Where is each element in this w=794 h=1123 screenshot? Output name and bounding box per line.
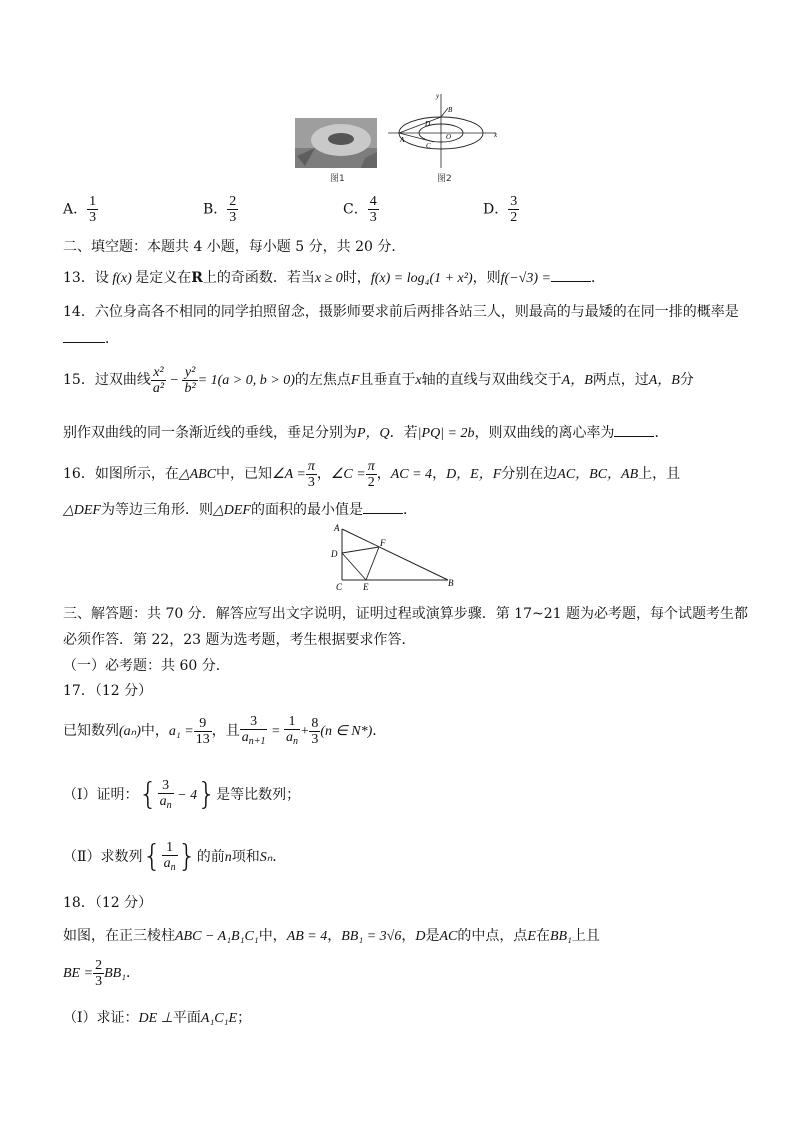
question-15-line-2: 别作双曲线的同一条渐近线的垂线，垂足分别为P，Q．若|PQ| = 2b，则双曲线的离心率为 ． — [63, 422, 668, 444]
section-3-line-1: 三、解答题：共 70 分．解答应写出文字说明，证明过程或演算步骤．第 17~21 题为必考题，每个试题考生都 — [63, 606, 748, 622]
question-18-part-1: （Ⅰ）求证：DE ⊥平面A₁C₁E； — [63, 1010, 252, 1026]
question-17-part-1: （Ⅰ）证明：{ $\frac{3}{a_n}$ − 4}是等比数列； — [63, 777, 301, 812]
fig16-b-label: B — [448, 578, 454, 588]
fig16-c-label: C — [336, 582, 343, 592]
figure-1-caption: 图1 — [330, 174, 345, 184]
fig2-x-label: x — [494, 131, 498, 139]
fig16-d-label: D — [331, 549, 338, 559]
option-d: D． $\frac{3}{2}$ — [483, 194, 518, 225]
fig16-f-label: F — [380, 538, 386, 548]
fig2-y-label: y — [436, 92, 440, 100]
section-3-sub: （一）必考题：共 60 分． — [63, 658, 230, 674]
question-13: 13．设 f(x) 是定义在R上的奇函数．若当x ≥ 0时，f(x) = log₄(1 + x²)，则f(−√3) = ． — [63, 267, 605, 289]
option-a: A． $\frac{1}{3}$ — [63, 194, 97, 225]
question-18-stem-line-1: 如图，在正三棱柱ABC − A₁B₁C₁中，AB = 4，BB₁ = 3√6，D是AC的中点，点E在BB₁上且 — [63, 928, 600, 944]
answer-blank-16 — [363, 499, 403, 514]
question-16-line-1: 16．如图所示，在△ABC中，已知∠A = $\frac{\pi}{3}$ ，∠C = $\frac{\pi}{2}$ ，AC = 4，D，E，F分别在边AC，BC，AB上，且 — [63, 458, 681, 490]
fig2-a-label: A — [400, 136, 405, 144]
option-c: C． $\frac{4}{3}$ — [343, 194, 377, 225]
answer-blank-13 — [551, 267, 591, 282]
answer-blank-14 — [63, 328, 105, 343]
question-18-head: 18．（12 分） — [63, 895, 153, 911]
question-14-line-1: 14．六位身高各不相同的同学拍照留念，摄影师要求前后两排各站三人，则最高的与最矮的在同一排的概率是 — [63, 304, 739, 320]
fig16-a-label: A — [334, 523, 340, 533]
section-3-line-2: 必须作答．第 22，23 题为选考题，考生根据要求作答． — [63, 632, 416, 648]
question-17-part-2: （Ⅱ）求数列{ $\frac{1}{a_n}$ }的前n项和Sₙ． — [63, 839, 287, 874]
question-17-stem: 已知数列(aₙ)中，a₁ = $\frac{9}{13}$ ，且 $\frac{3}{a_{n+1}}$ = $\frac{1}{a_n}$ + $\frac{8}{3}$ (n ∈ N*)． — [63, 713, 387, 747]
fig2-c-label: C — [426, 142, 431, 150]
option-b: B． $\frac{2}{3}$ — [203, 194, 237, 225]
figure-2-ellipses — [378, 90, 502, 172]
fig2-d-label: D — [425, 120, 431, 128]
figure-triangle-abc — [326, 520, 458, 592]
question-15-line-1: 15．过双曲线 $\frac{\text{x²}}{\text{a²}}$ − $\frac{\text{y²}}{\text{b²}}$ = 1(a > 0, b > 0)的左焦点F且垂直于x轴的直线与双曲线交于A，B两点，过A，B分 — [63, 364, 694, 396]
figure-2-caption: 图2 — [437, 174, 452, 184]
fig16-e-label: E — [363, 582, 369, 592]
section-2-title: 二、填空题：本题共 4 小题，每小题 5 分，共 20 分． — [63, 239, 406, 255]
question-16-line-2: △DEF为等边三角形．则△DEF的面积的最小值是 ． — [63, 499, 417, 521]
answer-blank-15 — [614, 422, 654, 437]
question-18-stem-line-2: BE = $\frac{2}{3}$ BB₁． — [63, 957, 141, 989]
figure-1-photo — [295, 118, 377, 168]
question-14-line-2: ． — [63, 328, 119, 349]
question-17-head: 17．（12 分） — [63, 683, 153, 699]
fig2-o-label: O — [446, 133, 452, 141]
fig2-b-label: B — [448, 106, 453, 114]
